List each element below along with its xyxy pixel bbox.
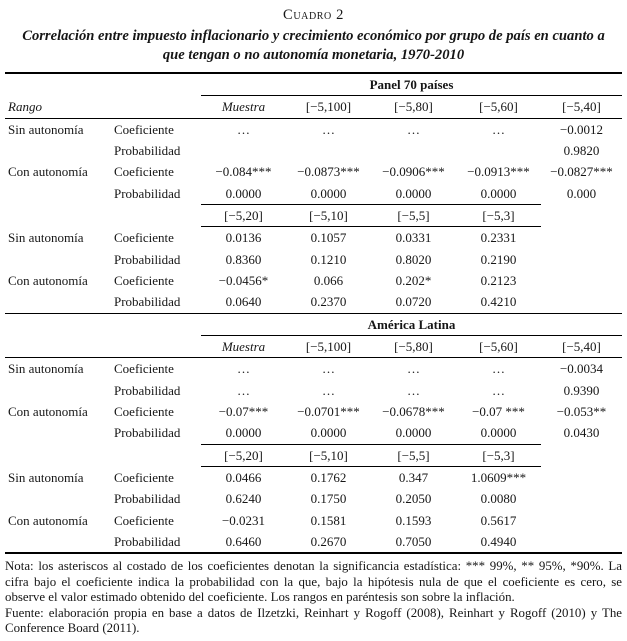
value-cell: 0.7050 <box>395 533 432 549</box>
stat-label: Coeficiente <box>114 361 174 377</box>
value-cell: … <box>237 121 250 137</box>
value-cell: −0.0701*** <box>297 403 360 419</box>
value-cell <box>541 466 622 488</box>
spacer-cell <box>541 444 622 466</box>
value-cell: 0.066 <box>313 272 344 288</box>
range-subheader: [−5,10] <box>286 444 371 466</box>
table-row <box>5 313 622 335</box>
table-row <box>5 140 622 161</box>
spacer-cell <box>112 335 201 357</box>
stat-label: Coeficiente <box>114 469 174 485</box>
range-subheader: [−5,20] <box>201 444 286 466</box>
stat-label: Coeficiente <box>114 164 174 180</box>
value-cell: 0.9390 <box>563 382 600 398</box>
col-header-range: [−5,60] <box>456 96 541 118</box>
value-cell: 0.2123 <box>480 272 517 288</box>
value-cell: 0.9820 <box>563 142 600 158</box>
value-cell: 0.5617 <box>480 512 517 528</box>
range-subheader: [−5,10] <box>286 204 371 226</box>
value-cell: 0.0000 <box>310 425 347 441</box>
value-cell: … <box>492 361 505 377</box>
value-cell: −0.0913*** <box>467 164 530 180</box>
value-cell: … <box>322 361 335 377</box>
value-cell: 0.1210 <box>310 251 347 267</box>
group-label: Con autonomía <box>8 164 88 180</box>
value-cell <box>371 140 456 161</box>
value-cell: 0.4940 <box>480 533 517 549</box>
range-subheader: [−5,3] <box>456 444 541 466</box>
range-subheader: [−5,20] <box>201 204 286 226</box>
value-cell: −0.084*** <box>215 164 272 180</box>
table-row <box>5 466 622 488</box>
value-cell: −0.053** <box>556 403 607 419</box>
value-cell: −0.0456* <box>218 272 269 288</box>
value-cell: 0.4210 <box>480 294 517 310</box>
table-row <box>5 401 622 422</box>
value-cell: 0.1750 <box>310 491 347 507</box>
table-row <box>5 380 622 401</box>
table-row <box>5 358 622 380</box>
value-cell: … <box>407 121 420 137</box>
value-cell: 0.8020 <box>395 251 432 267</box>
spacer-cell <box>112 96 201 118</box>
group-label: Con autonomía <box>8 403 88 419</box>
group-label: Sin autonomía <box>8 229 84 245</box>
table-row <box>5 422 622 444</box>
col-header-range: [−5,40] <box>541 335 622 357</box>
group-label <box>5 249 112 270</box>
table-row <box>5 73 622 96</box>
value-cell: 0.202* <box>395 272 432 288</box>
spacer-cell <box>112 444 201 466</box>
value-cell: 0.8360 <box>225 251 262 267</box>
group-label <box>5 183 112 205</box>
value-cell: −0.0034 <box>559 361 604 377</box>
value-cell: −0.07*** <box>218 403 269 419</box>
value-cell: 0.1581 <box>310 512 347 528</box>
value-cell: … <box>492 121 505 137</box>
stat-label: Coeficiente <box>114 403 174 419</box>
table-row <box>5 204 622 226</box>
col-header-muestra: Muestra <box>201 96 286 118</box>
value-cell: 0.0000 <box>480 185 517 201</box>
value-cell: 0.0080 <box>480 491 517 507</box>
table-row <box>5 249 622 270</box>
table-title: Correlación entre impuesto inflacionario y crecimiento económico por grupo de país en cuanto a que tengan o no autonomía monetaria, 1970-2010 <box>22 28 605 63</box>
value-cell: 0.347 <box>398 469 429 485</box>
value-cell <box>201 140 286 161</box>
table-row <box>5 488 622 509</box>
value-cell: … <box>322 382 335 398</box>
value-cell: 0.2331 <box>480 230 517 246</box>
value-cell: 0.0720 <box>395 294 432 310</box>
col-header-range: [−5,80] <box>371 335 456 357</box>
value-cell <box>541 249 622 270</box>
value-cell: −0.0873*** <box>297 164 360 180</box>
stat-label: Probabilidad <box>114 142 181 158</box>
value-cell: −0.0827*** <box>550 164 613 180</box>
note-text: Nota: los asteriscos al costado de los coeficientes denotan la significancia estadística: *** 99%, ** 95%, *90%. La cifra bajo el coeficiente indica la probabilidad con la que, bajo la hipótesis nula de que el coeficiente es cero, se observe el valor estimado obtenido del coeficiente. Los rangos en paréntesis son sobre la inflación. <box>5 559 622 605</box>
table-row <box>5 531 622 553</box>
group-label: Sin autonomía <box>8 121 84 137</box>
source-text: Fuente: elaboración propia en base a datos de Ilzetzki, Reinhart y Rogoff (2008), Reinhart y Rogoff (2010) y The Conference Board (2011). <box>5 605 622 636</box>
table-row <box>5 510 622 531</box>
stat-label: Probabilidad <box>114 382 181 398</box>
value-cell: 0.000 <box>566 185 597 201</box>
table-row <box>5 183 622 205</box>
table-row <box>5 96 622 118</box>
value-cell: 0.0640 <box>225 294 262 310</box>
value-cell: 0.0430 <box>563 425 600 441</box>
table-row <box>5 444 622 466</box>
spacer-cell <box>5 73 201 96</box>
value-cell <box>541 270 622 291</box>
stat-label: Coeficiente <box>114 229 174 245</box>
col-header-range: [−5,80] <box>371 96 456 118</box>
value-cell <box>541 291 622 313</box>
panel-title: América Latina <box>201 313 622 335</box>
value-cell: … <box>237 382 250 398</box>
stat-label: Coeficiente <box>114 512 174 528</box>
panel-title: Panel 70 países <box>201 73 622 96</box>
group-label: Con autonomía <box>8 512 88 528</box>
value-cell: 0.2370 <box>310 294 347 310</box>
table-row <box>5 291 622 313</box>
value-cell: … <box>407 382 420 398</box>
table-row <box>5 335 622 357</box>
value-cell: 0.6460 <box>225 533 262 549</box>
value-cell: −0.0906*** <box>382 164 445 180</box>
value-cell: 0.1762 <box>310 469 347 485</box>
value-cell: 0.2050 <box>395 491 432 507</box>
value-cell: 0.2190 <box>480 251 517 267</box>
group-label: Con autonomía <box>8 272 88 288</box>
spacer-cell <box>112 204 201 226</box>
value-cell <box>286 140 371 161</box>
stat-label: Probabilidad <box>114 533 181 549</box>
value-cell: 0.0000 <box>395 425 432 441</box>
value-cell: 0.0000 <box>310 185 347 201</box>
value-cell: 0.0000 <box>225 185 262 201</box>
value-cell: 0.1593 <box>395 512 432 528</box>
group-label <box>5 140 112 161</box>
correlation-table-body <box>5 73 622 553</box>
value-cell <box>541 510 622 531</box>
table-row <box>5 161 622 182</box>
value-cell <box>541 531 622 553</box>
stat-label: Probabilidad <box>114 185 181 201</box>
group-label <box>5 488 112 509</box>
value-cell: 0.0000 <box>225 425 262 441</box>
value-cell: −0.0012 <box>559 121 604 137</box>
value-cell: 0.6240 <box>225 491 262 507</box>
value-cell: … <box>237 361 250 377</box>
stat-label: Coeficiente <box>114 272 174 288</box>
spacer-cell <box>5 204 112 226</box>
range-subheader: [−5,5] <box>371 444 456 466</box>
group-label <box>5 531 112 553</box>
value-cell: −0.0231 <box>221 512 266 528</box>
table-row <box>5 227 622 249</box>
group-label <box>5 422 112 444</box>
value-cell <box>541 488 622 509</box>
table-notes <box>5 559 622 637</box>
value-cell: 0.0331 <box>395 230 432 246</box>
stat-label: Probabilidad <box>114 294 181 310</box>
value-cell: … <box>322 121 335 137</box>
col-header-range: [−5,100] <box>286 335 371 357</box>
correlation-table <box>5 72 622 554</box>
value-cell: 0.0466 <box>225 469 262 485</box>
group-label: Sin autonomía <box>8 361 84 377</box>
value-cell: 0.0000 <box>480 425 517 441</box>
value-cell <box>456 140 541 161</box>
spacer-cell <box>5 444 112 466</box>
table-row <box>5 118 622 140</box>
group-label <box>5 291 112 313</box>
range-subheader: [−5,5] <box>371 204 456 226</box>
value-cell: 0.2670 <box>310 533 347 549</box>
spacer-cell <box>541 204 622 226</box>
group-label: Sin autonomía <box>8 469 84 485</box>
stat-label: Coeficiente <box>114 121 174 137</box>
stat-label: Probabilidad <box>114 491 181 507</box>
col-header-range: [−5,60] <box>456 335 541 357</box>
value-cell: −0.07 *** <box>472 403 525 419</box>
stat-label: Probabilidad <box>114 251 181 267</box>
col-header-range: [−5,40] <box>541 96 622 118</box>
value-cell: 0.0136 <box>225 230 262 246</box>
value-cell: … <box>492 382 505 398</box>
value-cell: … <box>407 361 420 377</box>
spacer-cell <box>5 313 201 335</box>
table-row <box>5 270 622 291</box>
range-subheader: [−5,3] <box>456 204 541 226</box>
value-cell: 1.0609*** <box>470 469 527 485</box>
col-header-range: [−5,100] <box>286 96 371 118</box>
value-cell: −0.0678*** <box>382 403 445 419</box>
col-header-muestra: Muestra <box>201 335 286 357</box>
stat-label: Probabilidad <box>114 425 181 441</box>
col-header-rango <box>5 335 112 357</box>
value-cell: 0.1057 <box>310 230 347 246</box>
table-number: Cuadro 2 <box>283 7 344 23</box>
col-header-rango: Rango <box>5 96 112 118</box>
value-cell: 0.0000 <box>395 185 432 201</box>
group-label <box>5 380 112 401</box>
value-cell <box>541 227 622 249</box>
